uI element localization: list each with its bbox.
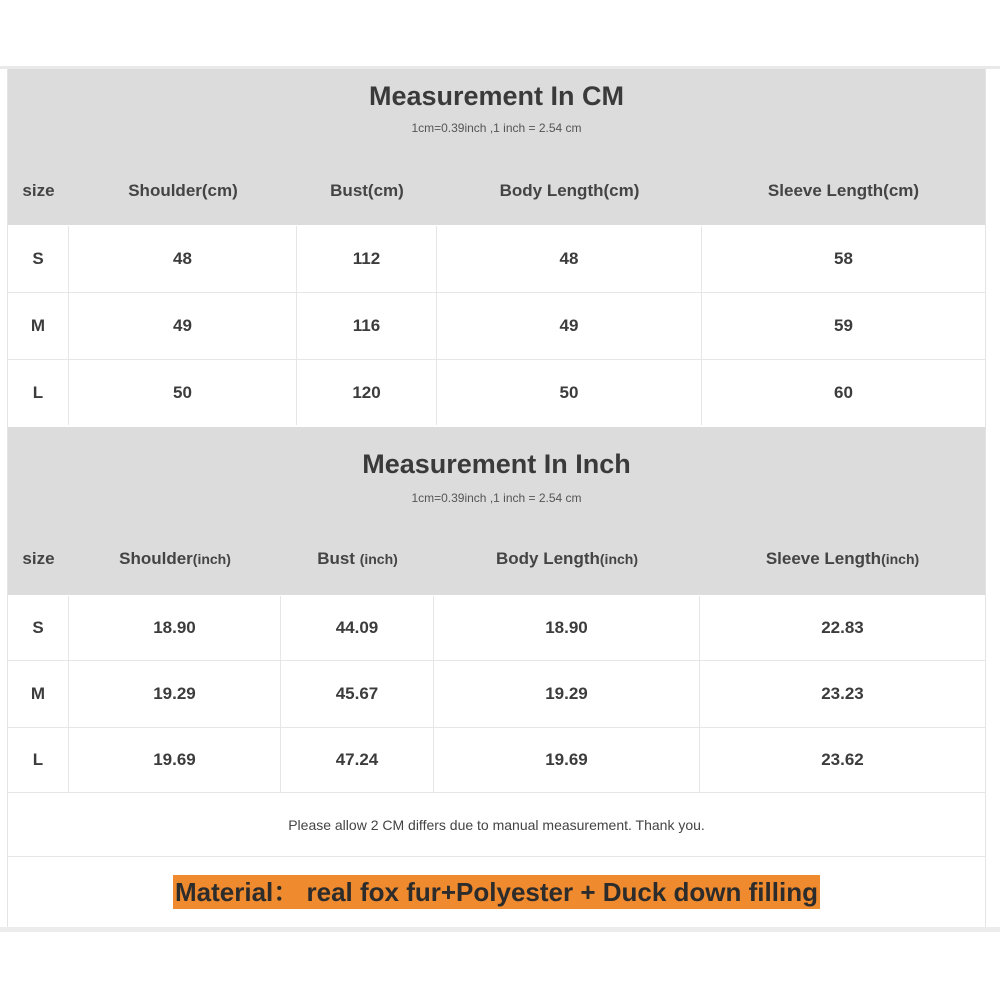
material-section: [8, 857, 985, 927]
inch-cell-size: M: [8, 661, 69, 727]
cm-cell-sleeve-length: 58: [834, 249, 853, 268]
inch-conversion-note: 1cm=0.39inch ,1 inch = 2.54 cm: [411, 491, 582, 505]
inch-cell-bust: 45.67: [281, 661, 434, 727]
cm-table-title: Measurement In CM: [368, 81, 625, 111]
inch-cell-sleeve-length: 23.62: [821, 750, 864, 769]
cm-header-body-length: Body Length(cm): [499, 181, 640, 200]
inch-header-band: [8, 427, 985, 595]
cm-header-band: [8, 69, 985, 225]
material-label: Material： real fox fur+Polyester + Duck down filling: [175, 877, 818, 907]
cm-cell-sleeve-length: 60: [834, 382, 853, 402]
cm-cell-body-length: 48: [437, 226, 702, 292]
inch-table-row: [8, 661, 985, 728]
cm-table-row: [8, 226, 985, 293]
cm-header-bust: Bust(cm): [330, 181, 404, 200]
cm-header-row: [8, 181, 985, 203]
cm-cell-size: L: [8, 360, 69, 425]
cm-cell-shoulder: 49: [69, 293, 297, 359]
inch-cell-body-length: 18.90: [434, 596, 700, 660]
cm-conversion-note: 1cm=0.39inch ,1 inch = 2.54 cm: [411, 121, 582, 135]
cm-cell-sleeve-length: 59: [834, 316, 853, 335]
inch-table-title: Measurement In Inch: [362, 449, 631, 479]
cm-cell-bust: 120: [297, 360, 437, 425]
cm-cell-body-length: 49: [437, 293, 702, 359]
inch-cell-shoulder: 19.69: [69, 728, 281, 792]
inch-cell-size: S: [8, 596, 69, 660]
inch-cell-bust: 44.09: [281, 596, 434, 660]
cm-table-row: [8, 360, 985, 425]
measurement-disclaimer: Please allow 2 CM differs due to manual measurement. Thank you.: [8, 793, 985, 857]
bottom-divider: [0, 927, 1000, 932]
inch-cell-shoulder: 18.90: [69, 596, 281, 660]
inch-cell-body-length: 19.29: [434, 661, 700, 727]
inch-cell-sleeve-length: 23.23: [821, 684, 864, 703]
inch-header-size: size: [22, 549, 55, 568]
inch-cell-sleeve-length: 22.83: [821, 618, 864, 637]
size-chart: [7, 69, 986, 927]
cm-cell-shoulder: 50: [69, 360, 297, 425]
cm-header-sleeve-length: Sleeve Length(cm): [767, 181, 920, 200]
cm-cell-size: M: [8, 293, 69, 359]
cm-cell-bust: 116: [297, 293, 437, 359]
inch-header-sleeve-length: Sleeve Length(inch): [765, 549, 920, 568]
cm-header-shoulder: Shoulder(cm): [128, 181, 238, 200]
inch-cell-bust: 47.24: [281, 728, 434, 792]
inch-table-row: [8, 728, 985, 793]
inch-header-row: [8, 549, 985, 571]
cm-cell-body-length: 50: [437, 360, 702, 425]
cm-cell-size: S: [8, 226, 69, 292]
cm-table-row: [8, 293, 985, 360]
inch-cell-size: L: [8, 728, 69, 792]
inch-header-bust: Bust (inch): [317, 549, 398, 568]
cm-cell-shoulder: 48: [69, 226, 297, 292]
inch-header-body-length: Body Length(inch): [496, 549, 638, 568]
inch-cell-shoulder: 19.29: [69, 661, 281, 727]
cm-cell-bust: 112: [297, 226, 437, 292]
cm-header-size: size: [22, 181, 55, 200]
inch-header-shoulder: Shoulder(inch): [119, 549, 231, 568]
inch-cell-body-length: 19.69: [434, 728, 700, 792]
inch-table-row: [8, 596, 985, 661]
